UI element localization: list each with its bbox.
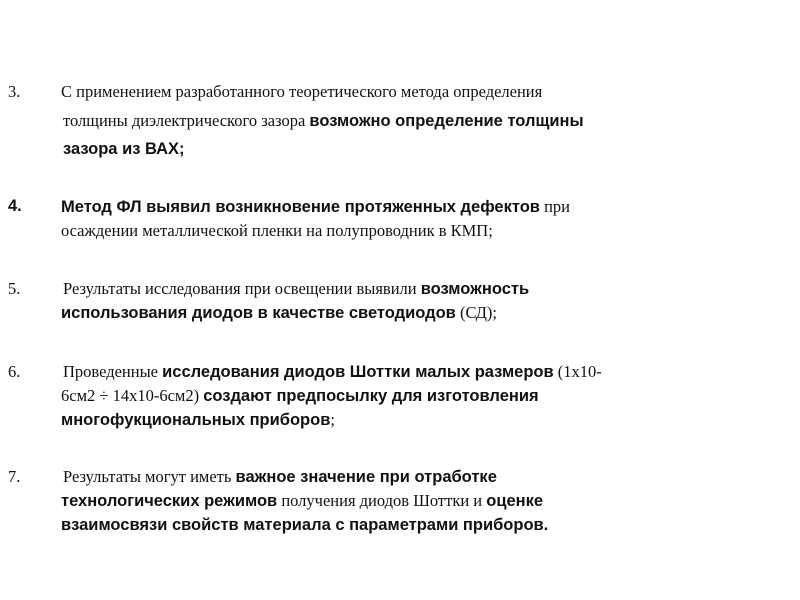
text-run: Результаты исследования при освещении выявили (63, 279, 421, 298)
text-run-bold: создают предпосылку для изготовления (203, 387, 539, 405)
text-run: С применением разработанного теоретического метода определения (61, 82, 543, 101)
text-run-bold: возможность (420, 280, 530, 298)
text-run: Проведенные (63, 362, 163, 381)
item-line (61, 197, 570, 217)
item-line (61, 491, 543, 511)
item-line (63, 139, 185, 159)
text-run: получения диодов Шоттки и (277, 491, 487, 510)
text-run-bold: технологических режимов (61, 492, 278, 510)
item-line (61, 303, 497, 323)
item-line (61, 410, 335, 430)
text-run: при (539, 197, 570, 216)
item-line (61, 221, 493, 241)
text-run: (1x10- (553, 362, 602, 381)
text-run-bold: оценке (486, 492, 544, 510)
text-run: Результаты могут иметь (63, 467, 236, 486)
item-line (63, 279, 529, 299)
text-run: ; (330, 410, 335, 429)
text-run-bold: многофукциональных приборов (61, 411, 331, 429)
text-run-bold: использования диодов в качестве светодиодов (61, 304, 456, 322)
item-number: 5. (8, 279, 21, 298)
item-number: 6. (8, 362, 21, 381)
item-number: 4. (8, 197, 22, 215)
text-run: толщины диэлектрического зазора (63, 111, 310, 130)
item-number: 3. (8, 82, 21, 101)
item-line (61, 515, 548, 535)
item-line (61, 82, 542, 102)
item-line (63, 111, 584, 131)
item-line (61, 386, 539, 406)
text-run: осаждении металлической пленки на полупроводник в КМП; (61, 221, 493, 240)
text-run-bold: Метод ФЛ выявил возникновение протяженных дефектов (61, 198, 540, 216)
text-run: (СД); (455, 303, 497, 322)
text-run-bold: зазора из ВАХ; (63, 140, 185, 158)
text-run-bold: исследования диодов Шоттки малых размеров (162, 363, 554, 381)
item-line (63, 362, 602, 382)
item-line (63, 467, 497, 487)
text-run-bold: взаимосвязи свойств материала с параметрами приборов. (61, 516, 549, 534)
text-run-bold: важное значение при отработке (235, 468, 497, 486)
text-run-bold: возможно определение толщины (309, 112, 584, 130)
text-run: 6см2 ÷ 14x10-6см2) (61, 386, 204, 405)
item-number: 7. (8, 467, 21, 486)
